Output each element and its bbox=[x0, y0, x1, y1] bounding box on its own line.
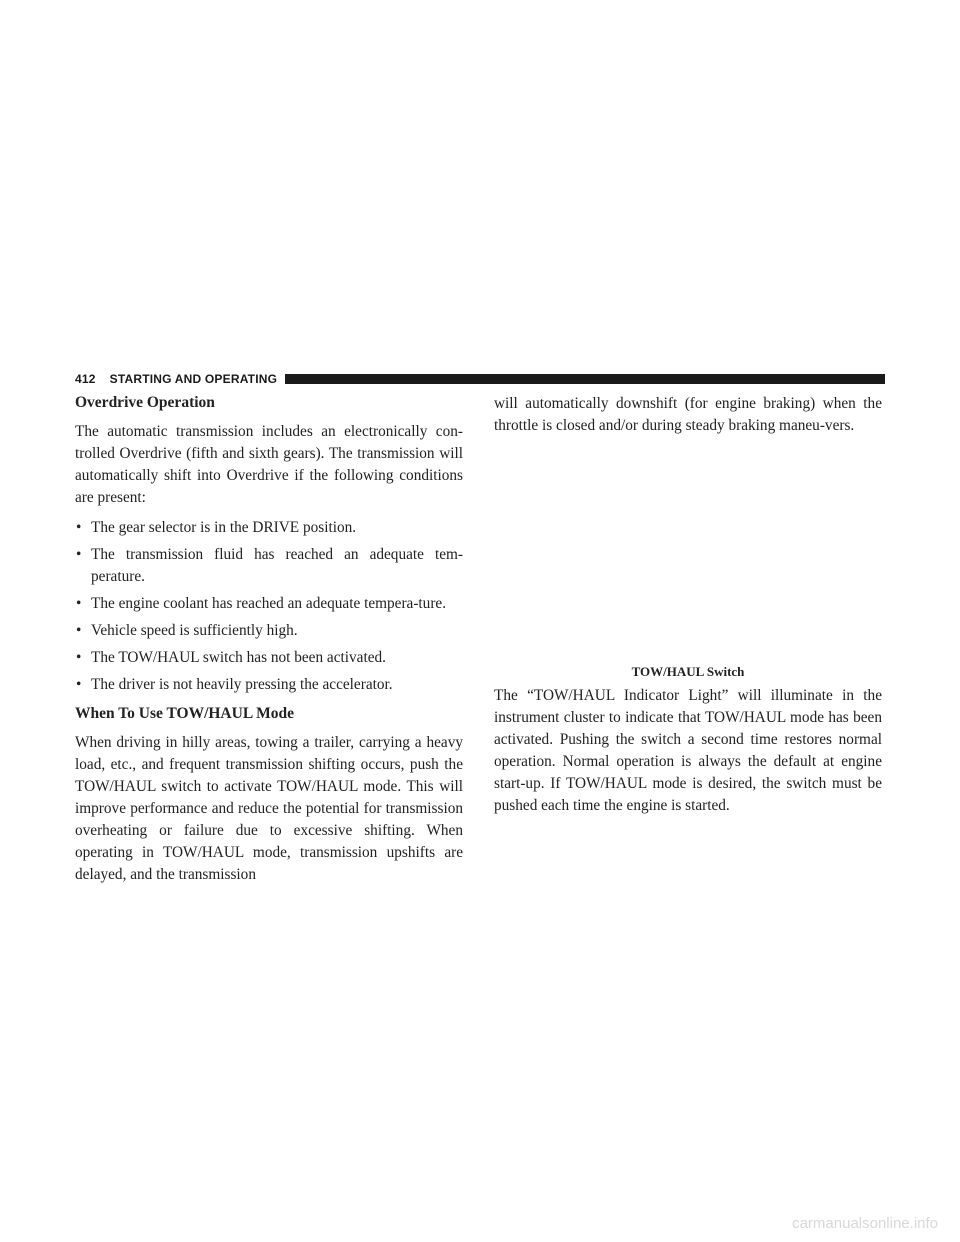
page-header bbox=[75, 371, 885, 387]
right-column bbox=[494, 393, 882, 817]
tow-haul-usage-paragraph: When driving in hilly areas, towing a trailer, carrying a heavy load, etc., and frequent transmission shifting occurs, push the TOW/HAUL switch to activate TOW/HAUL mode. This will improve performance and reduce the potential for transmission overheating or failure due to excessive shifting. When operating in TOW/HAUL mode, transmission upshifts are delayed, and the transmission bbox=[75, 734, 463, 883]
heading-overdrive-operation: Overdrive Operation bbox=[75, 394, 215, 411]
overdrive-conditions-list bbox=[75, 517, 463, 696]
list-item: • The gear selector is in the DRIVE position. bbox=[75, 517, 463, 539]
bullet-icon: • bbox=[76, 649, 82, 666]
list-item: • The TOW/HAUL switch has not been activated. bbox=[75, 647, 463, 669]
bullet-icon: • bbox=[76, 519, 82, 536]
tow-haul-switch-figure bbox=[494, 437, 882, 663]
section-title: STARTING AND OPERATING bbox=[109, 372, 278, 386]
page-number: 412 bbox=[75, 372, 96, 386]
list-item: • The transmission fluid has reached an adequate tem-perature. bbox=[76, 546, 463, 585]
list-item: • The driver is not heavily pressing the accelerator. bbox=[75, 674, 463, 696]
watermark-text: carmanualsonline.info bbox=[792, 1215, 938, 1232]
bullet-icon: • bbox=[76, 595, 82, 612]
bullet-icon: • bbox=[76, 676, 82, 693]
bullet-icon: • bbox=[76, 622, 82, 639]
indicator-light-paragraph: The “TOW/HAUL Indicator Light” will illuminate in the instrument cluster to indicate that TOW/HAUL mode has been activated. Pushing the switch a second time restores normal operation. Normal operation is always the default at engine start-up. If TOW/HAUL mode is desired, the switch must be pushed each time the engine is started. bbox=[494, 687, 882, 814]
heading-when-to-use-tow-haul: When To Use TOW/HAUL Mode bbox=[75, 705, 295, 722]
bullet-icon: • bbox=[76, 546, 82, 563]
overdrive-intro-paragraph: The automatic transmission includes an electronically con-trolled Overdrive (fifth and sixth gears). The transmission will automatically shift into Overdrive if the following conditions are present: bbox=[75, 423, 463, 506]
continued-paragraph: will automatically downshift (for engine braking) when the throttle is closed and/or during steady braking maneu-vers. bbox=[494, 395, 882, 434]
list-item: • The engine coolant has reached an adequate tempera-ture. bbox=[75, 593, 463, 615]
left-column bbox=[75, 393, 463, 886]
list-item: • Vehicle speed is sufficiently high. bbox=[75, 620, 463, 642]
figure-caption: TOW/HAUL Switch bbox=[631, 664, 745, 679]
header-rule bbox=[285, 374, 885, 384]
